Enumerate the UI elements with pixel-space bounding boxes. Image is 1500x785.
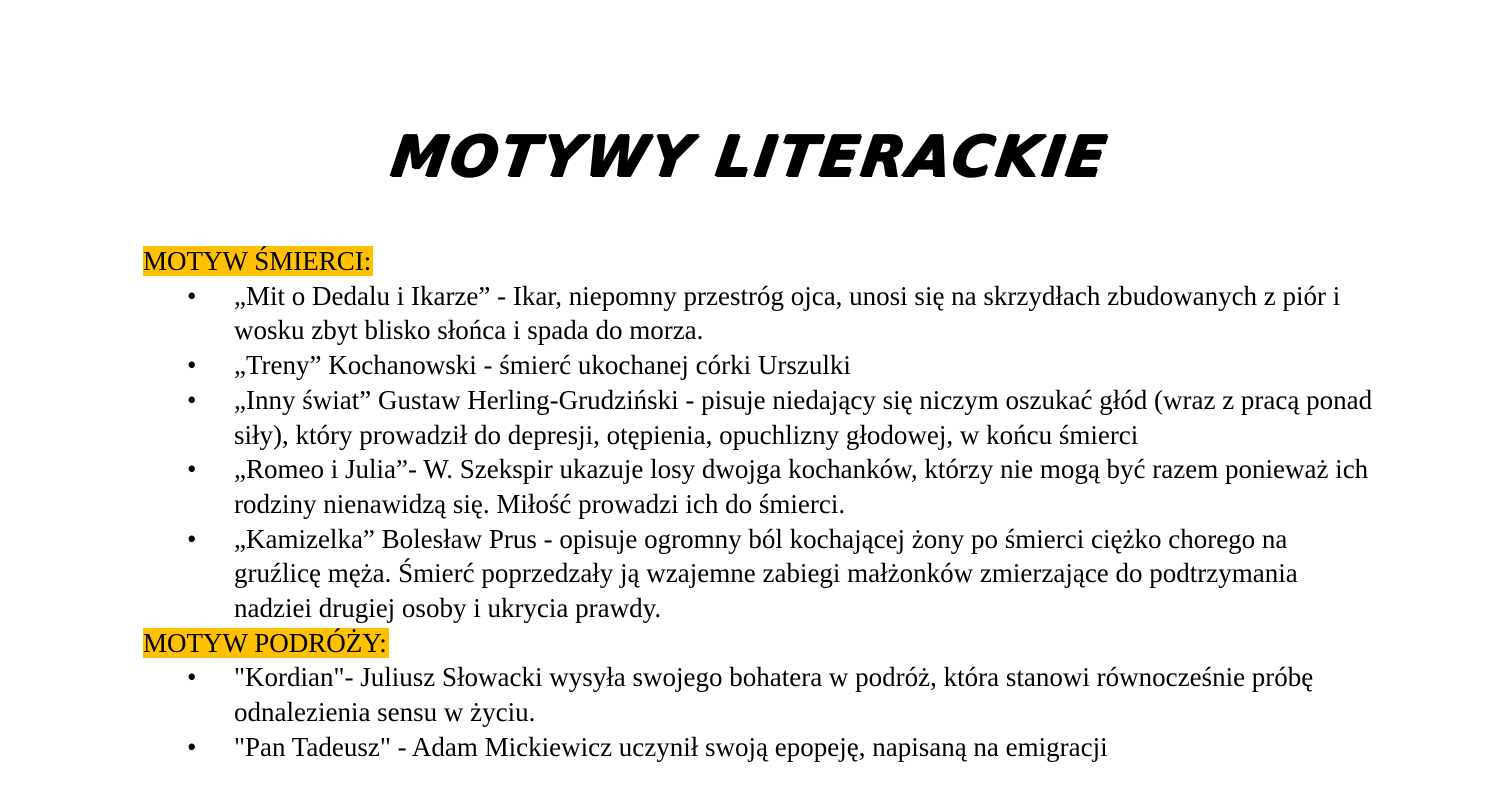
list-item: [143, 452, 1373, 521]
bullet-list: [143, 279, 1373, 626]
list-item-text: „Inny świat” Gustaw Herling-Grudziński - pisuje niedający się niczym oszukać głód (wraz z pracą ponad siły), który prowadził do depresji, otępienia, opuchlizny głodowej, w końcu śmierci: [234, 384, 1373, 450]
list-item: [143, 348, 1373, 383]
highlighted-heading-text: MOTYW PODRÓŻY:: [143, 627, 387, 658]
document-title: MOTYWY LITERACKIE: [387, 125, 1113, 190]
list-item: [143, 522, 1373, 626]
section-heading: [143, 626, 1373, 661]
bullet-icon: •: [187, 350, 197, 381]
section-motyw-podrozy: [143, 626, 1373, 765]
list-item-text: „Treny” Kochanowski - śmierć ukochanej córki Urszulki: [234, 350, 851, 381]
list-item-text: "Kordian"- Juliusz Słowacki wysyła swojego bohatera w podróż, która stanowi równocześnie próbę odnalezienia sensu w życiu.: [234, 662, 1314, 728]
document-body: [143, 244, 1373, 765]
list-item: [143, 660, 1373, 729]
list-item: [143, 730, 1373, 765]
list-item: [143, 383, 1373, 452]
list-item-text: „Romeo i Julia”- W. Szekspir ukazuje losy dwojga kochanków, którzy nie mogą być razem ponieważ ich rodziny nienawidzą się. Miłość prowadzi ich do śmierci.: [234, 454, 1369, 519]
list-item-text: "Pan Tadeusz" - Adam Mickiewicz uczynił swoją epopeję, napisaną na emigracji: [234, 731, 1108, 762]
section-heading: [143, 244, 1373, 279]
bullet-icon: •: [187, 384, 197, 415]
bullet-icon: •: [187, 523, 197, 554]
section-motyw-smierci: [143, 244, 1373, 626]
bullet-icon: •: [187, 662, 197, 693]
list-item-text: „Mit o Dedalu i Ikarze” - Ikar, niepomny przestróg ojca, unosi się na skrzydłach zbudowanych z piór i wosku zbyt blisko słońca i spada do morza.: [234, 280, 1341, 346]
bullet-icon: •: [187, 731, 197, 762]
bullet-icon: •: [187, 454, 197, 485]
bullet-list: [143, 660, 1373, 764]
highlighted-heading-text: MOTYW ŚMIERCI:: [143, 246, 372, 276]
bullet-icon: •: [187, 280, 197, 311]
list-item: [143, 279, 1373, 348]
list-item-text: „Kamizelka” Bolesław Prus - opisuje ogromny ból kochającej żony po śmierci ciężko chorego na gruźlicę męża. Śmierć poprzedzały ją wzajemne zabiegi małżonków zmierzające do podtrzymania nadziei drugiej osoby i ukrycia prawdy.: [234, 523, 1298, 624]
